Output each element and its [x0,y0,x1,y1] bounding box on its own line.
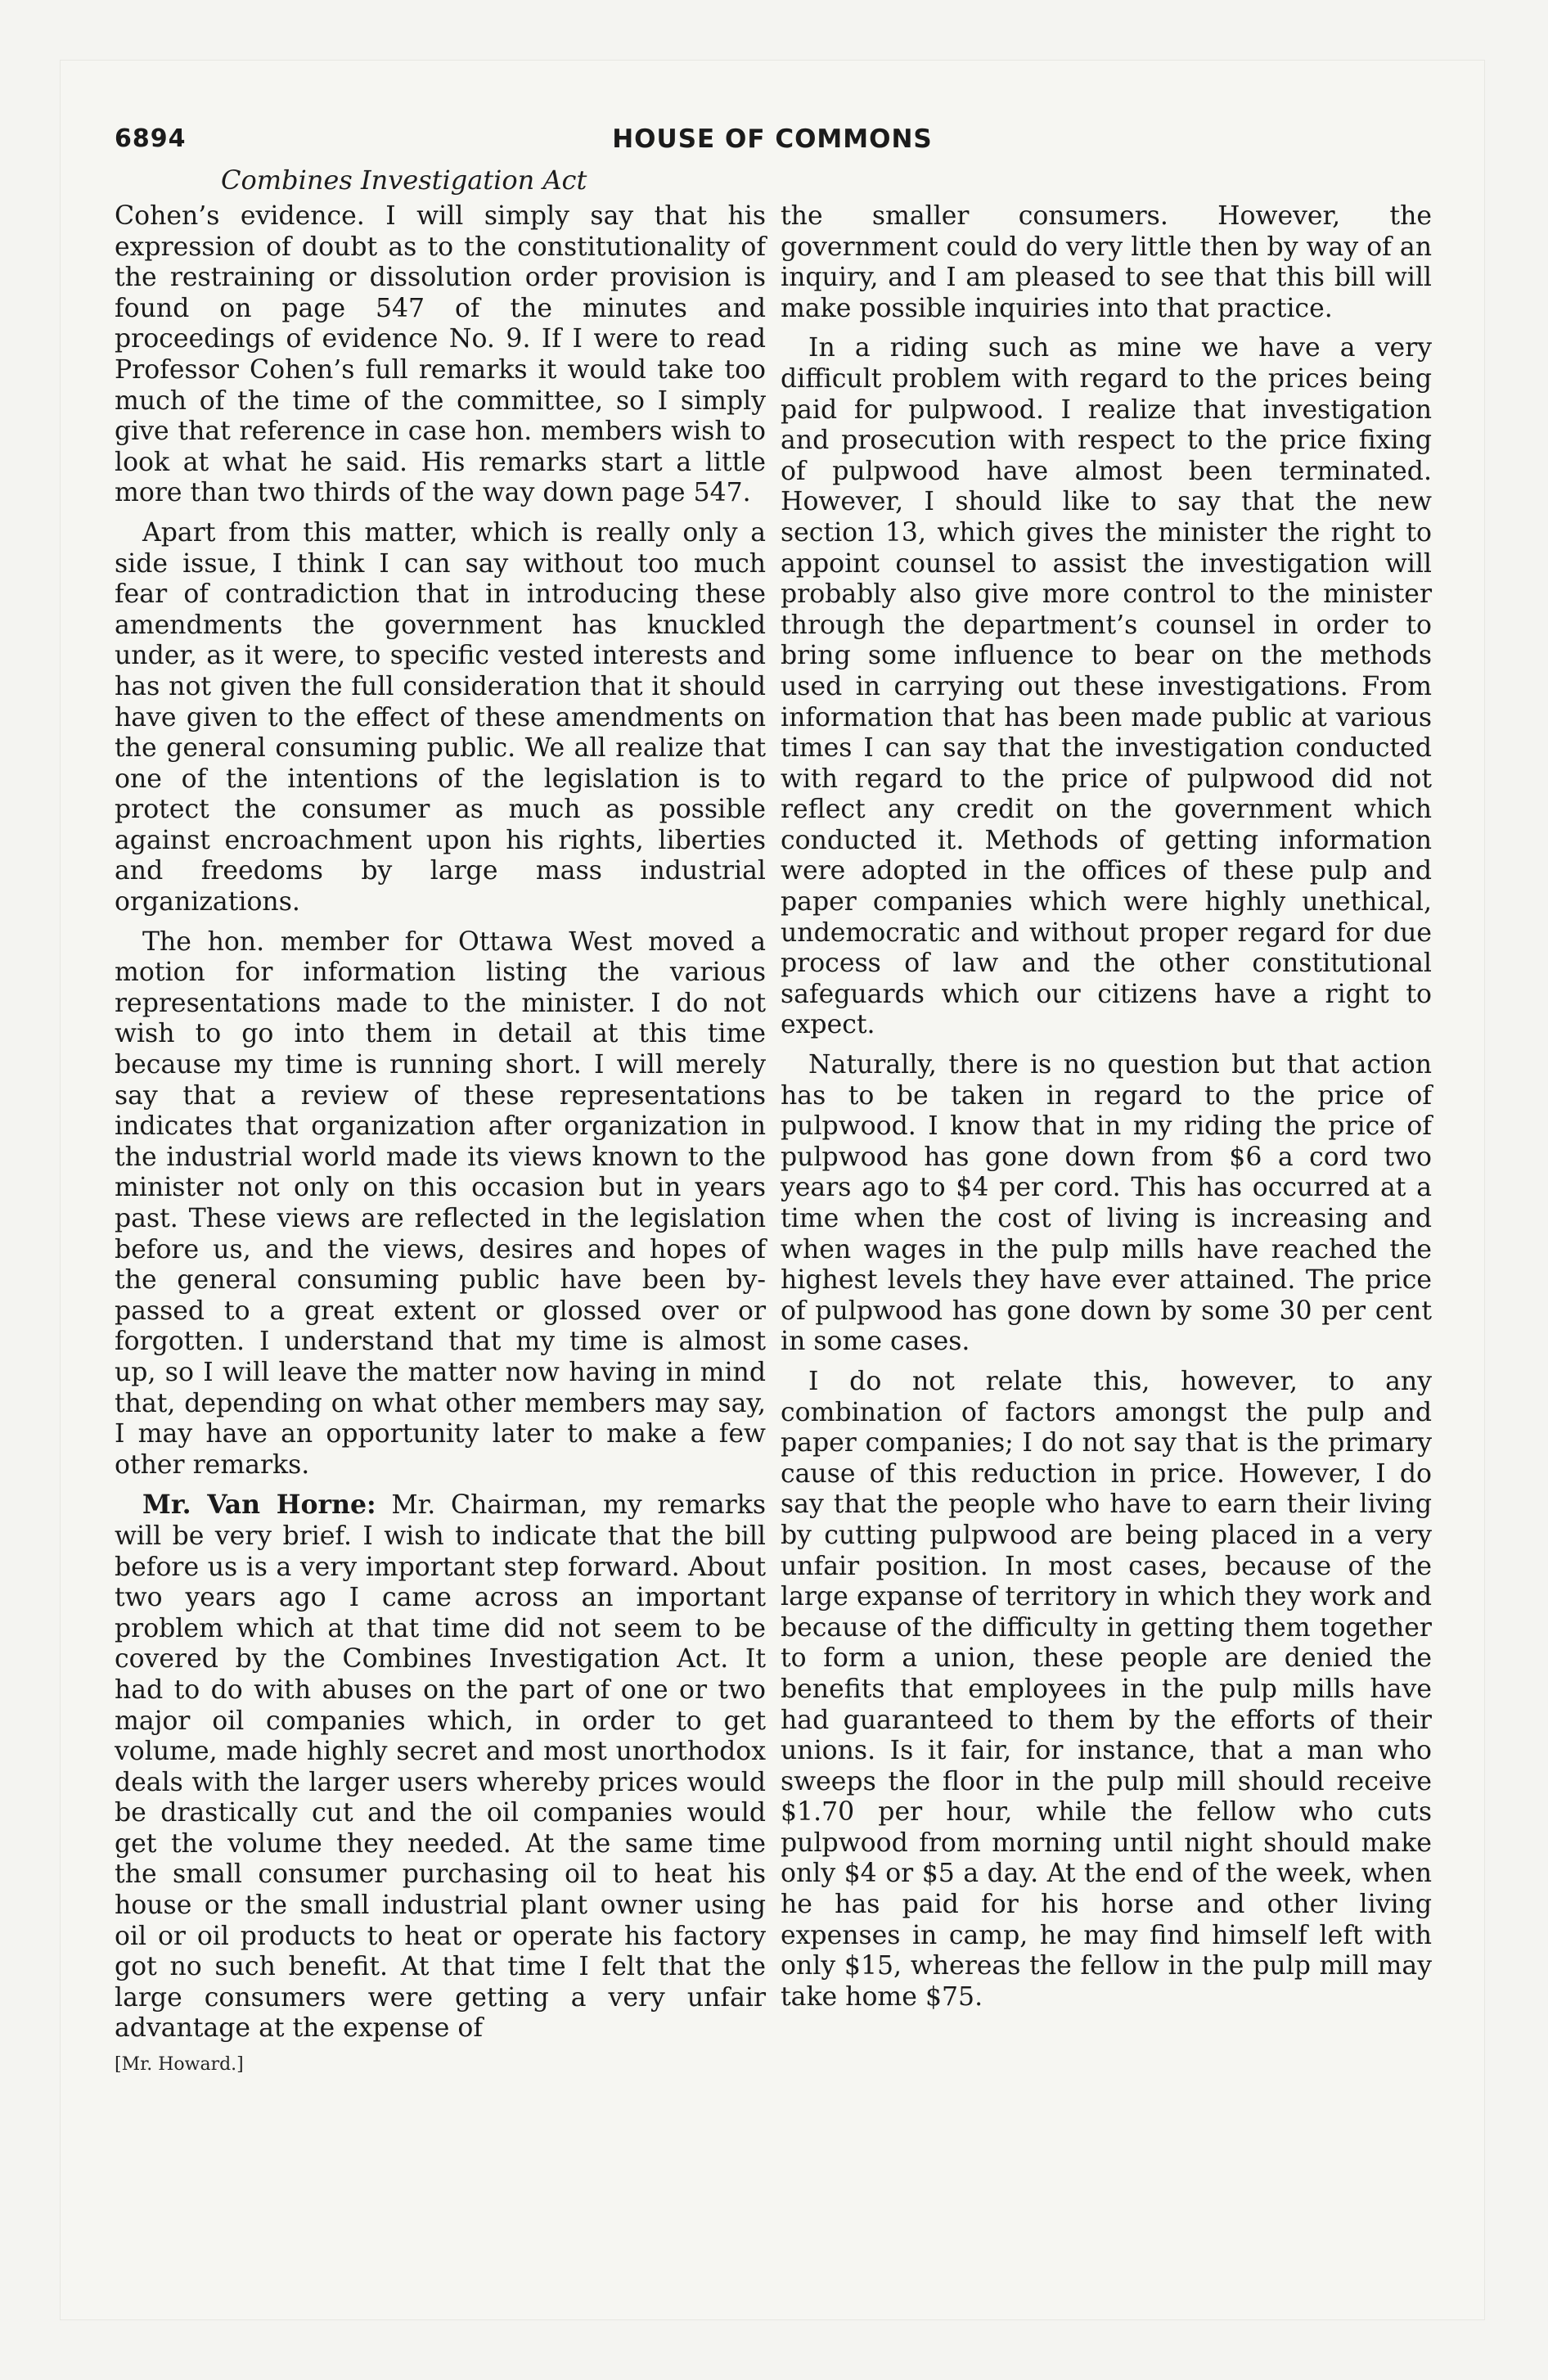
right-paragraph-3: Naturally, there is no question but that action has to be taken in regard to the price of pulpwood. I know that in my riding the price of pulpwood has gone down from $6 a cord two years ago to $4 per cord. This has occurred at a time when the cost of living is increasing and when wages in the pulp mills have reached the highest levels they have ever attained. The price of pulpwood has gone down by some 30 per cent in some cases. [781,1050,1432,1357]
left-paragraph-3: The hon. member for Ottawa West moved a motion for information listing the various representations made to the minister. I do not wish to go into them in detail at this time because my time is running short. I will merely say that a review of these representations indicates that organization after organization in the industrial world made its views known to the minister not only on this occasion but in years past. These views are reflected in the legislation before us, and the views, desires and hopes of the general consuming public have been by-passed to a great extent or glossed over or forgotten. I understand that my time is almost up, so I will leave the matter now having in mind that, depending on what other members may say, I may have an opportunity later to make a few other remarks. [115,926,766,1480]
running-title: Combines Investigation Act [221,165,587,196]
page-header [115,118,1430,167]
right-paragraph-1: the smaller consumers. However, the government could do very little then by way of an inquiry, and I am pleased to see that this bill will make possible inquiries into that practice. [781,201,1432,323]
right-paragraph-2: In a riding such as mine we have a very difficult problem with regard to the prices being paid for pulpwood. I realize that investigation and prosecution with respect to the price fixing of pulpwood have almost been terminated. However, I should like to say that the new section 13, which gives the minister the right to appoint counsel to assist the investigation will probably also give more control to the minister through the department’s counsel in order to bring some influence to bear on the methods used in carrying out these investigations. From information that has been made public at various times I can say that the investigation conducted with regard to the price of pulpwood did not reflect any credit on the government which conducted it. Methods of getting information were adopted in the offices of these pulp and paper companies which were highly unethical, undemocratic and without proper regard for due process of law and the other constitutional safeguards which our citizens have a right to expect. [781,333,1432,1040]
journal-title: HOUSE OF COMMONS [612,124,933,154]
left-paragraph-1: Cohen’s evidence. I will simply say that his expression of doubt as to the constitutionality of the restraining or dissolution order provision is found on page 547 of the minutes and proceedings of evidence No. 9. If I were to read Professor Cohen’s full remarks it would take too much of the time of the committee, so I simply give that reference in case hon. members wish to look at what he said. His remarks start a little more than two thirds of the way down page 547. [115,201,766,508]
speaker-name: Mr. Van Horne: [142,1490,376,1521]
left-paragraph-4 [115,1490,766,2044]
right-paragraph-4: I do not relate this, however, to any combination of factors amongst the pulp and paper companies; I do not say that is the primary cause of this reduction in price. However, I do say that the people who have to earn their living by cutting pulpwood are being placed in a very unfair position. In most cases, because of the large expanse of territory in which they work and because of the difficulty in getting them together to form a union, these people are denied the benefits that employees in the pulp mills have had guaranteed to them by the efforts of their unions. Is it fair, for instance, that a man who sweeps the floor in the pulp mill should receive $1.70 per hour, while the fellow who cuts pulpwood from morning until night should make only $4 or $5 a day. At the end of the week, when he has paid for his horse and other living expenses in camp, he may find himself left with only $15, whereas the fellow in the pulp mill may take home $75. [781,1366,1432,2012]
right-column [781,201,1432,2022]
left-column [115,201,766,2085]
speaker-remarks: Mr. Chairman, my remarks will be very brief. I wish to indicate that the bill before us is a very important step forward. About two years ago I came across an important problem which at that time did not seem to be covered by the Combines Investigation Act. It had to do with abuses on the part of one or two major oil companies which, in order to get volume, made highly secret and most unorthodox deals with the larger users whereby prices would be drastically cut and the oil companies would get the volume they needed. At the same time the small consumer purchasing oil to heat his house or the small industrial plant owner using oil or oil products to heat or operate his factory got no such benefit. At that time I felt that the large consumers were getting a very unfair advantage at the expense of [115,1490,766,2044]
document-page [61,61,1484,2319]
footnote: [Mr. Howard.] [115,2054,244,2076]
left-paragraph-2: Apart from this matter, which is really only a side issue, I think I can say without too much fear of contradiction that in introducing these amendments the government has knuckled under, as it were, to specific vested interests and has not given the full consideration that it should have given to the effect of these amendments on the general consuming public. We all realize that one of the intentions of the legislation is to protect the consumer as much as possible against encroachment upon his rights, liberties and freedoms by large mass industrial organizations. [115,517,766,917]
page-number: 6894 [115,124,187,153]
